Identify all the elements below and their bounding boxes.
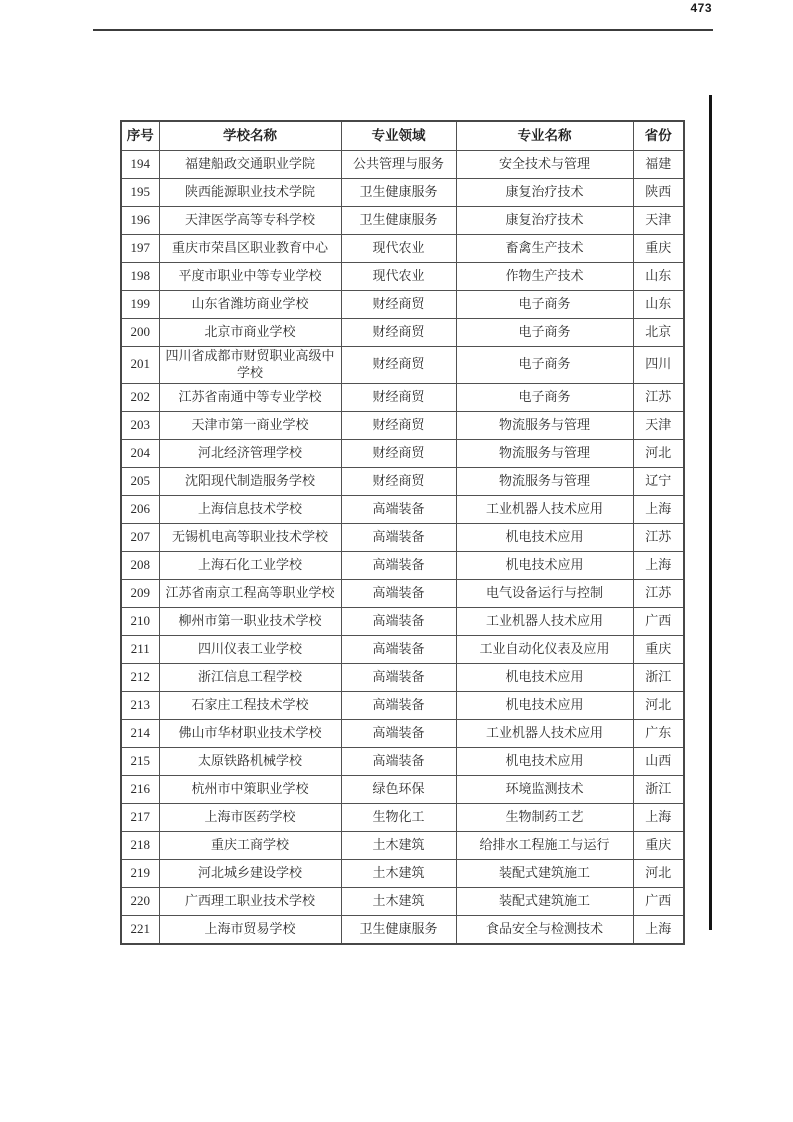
table-cell: 194 [121, 151, 159, 179]
table-cell: 215 [121, 747, 159, 775]
table-cell: 财经商贸 [341, 291, 456, 319]
table-cell: 205 [121, 467, 159, 495]
table-row [121, 439, 684, 467]
table-cell: 207 [121, 523, 159, 551]
table-cell: 四川仪表工业学校 [159, 635, 341, 663]
table-row [121, 691, 684, 719]
table-cell: 高端装备 [341, 551, 456, 579]
schools-table [120, 120, 685, 945]
table-cell: 食品安全与检测技术 [456, 915, 633, 944]
table-cell: 杭州市中策职业学校 [159, 775, 341, 803]
table-cell: 土木建筑 [341, 859, 456, 887]
table-cell: 佛山市华材职业技术学校 [159, 719, 341, 747]
table-row [121, 747, 684, 775]
table-cell: 浙江 [633, 775, 684, 803]
table-cell: 柳州市第一职业技术学校 [159, 607, 341, 635]
table-cell: 199 [121, 291, 159, 319]
table-cell: 现代农业 [341, 235, 456, 263]
table-cell: 山东 [633, 263, 684, 291]
table-cell: 212 [121, 663, 159, 691]
table-cell: 卫生健康服务 [341, 915, 456, 944]
table-cell: 机电技术应用 [456, 551, 633, 579]
table-cell: 高端装备 [341, 691, 456, 719]
table-cell: 197 [121, 235, 159, 263]
table-cell: 现代农业 [341, 263, 456, 291]
table-cell: 高端装备 [341, 523, 456, 551]
table-cell: 天津医学高等专科学校 [159, 207, 341, 235]
table-cell: 工业自动化仪表及应用 [456, 635, 633, 663]
table-cell: 200 [121, 319, 159, 347]
table-cell: 平度市职业中等专业学校 [159, 263, 341, 291]
table-cell: 安全技术与管理 [456, 151, 633, 179]
table-cell: 上海市医药学校 [159, 803, 341, 831]
table-cell: 206 [121, 495, 159, 523]
table-cell: 山东省潍坊商业学校 [159, 291, 341, 319]
table-cell: 209 [121, 579, 159, 607]
column-header-school: 学校名称 [159, 121, 341, 151]
table-row [121, 551, 684, 579]
table-row [121, 347, 684, 384]
table-cell: 208 [121, 551, 159, 579]
table-cell: 上海 [633, 803, 684, 831]
table-cell: 绿色环保 [341, 775, 456, 803]
table-cell: 198 [121, 263, 159, 291]
table-cell: 沈阳现代制造服务学校 [159, 467, 341, 495]
header-row [121, 121, 684, 151]
table-cell: 物流服务与管理 [456, 439, 633, 467]
table-cell: 电子商务 [456, 291, 633, 319]
table-cell: 河北 [633, 439, 684, 467]
table-cell: 天津市第一商业学校 [159, 411, 341, 439]
table-cell: 北京市商业学校 [159, 319, 341, 347]
table-cell: 卫生健康服务 [341, 207, 456, 235]
table-row [121, 179, 684, 207]
table-cell: 作物生产技术 [456, 263, 633, 291]
table-body [121, 151, 684, 944]
table-cell: 财经商贸 [341, 347, 456, 384]
table-cell: 210 [121, 607, 159, 635]
table-cell: 四川 [633, 347, 684, 384]
table-row [121, 495, 684, 523]
page-number: 473 [690, 1, 712, 15]
table-cell: 219 [121, 859, 159, 887]
table-row [121, 291, 684, 319]
table-cell: 工业机器人技术应用 [456, 607, 633, 635]
table-cell: 202 [121, 383, 159, 411]
table-cell: 214 [121, 719, 159, 747]
table-cell: 196 [121, 207, 159, 235]
table-cell: 康复治疗技术 [456, 179, 633, 207]
table-cell: 上海 [633, 915, 684, 944]
table-cell: 浙江信息工程学校 [159, 663, 341, 691]
table-cell: 财经商贸 [341, 411, 456, 439]
table-cell: 高端装备 [341, 579, 456, 607]
table-row [121, 207, 684, 235]
table-cell: 太原铁路机械学校 [159, 747, 341, 775]
table-cell: 天津 [633, 207, 684, 235]
table-cell: 重庆市荣昌区职业教育中心 [159, 235, 341, 263]
table-row [121, 859, 684, 887]
table-cell: 福建 [633, 151, 684, 179]
table-cell: 无锡机电高等职业技术学校 [159, 523, 341, 551]
table-cell: 机电技术应用 [456, 691, 633, 719]
table-cell: 生物化工 [341, 803, 456, 831]
table-cell: 201 [121, 347, 159, 384]
table-container [120, 120, 683, 945]
table-cell: 195 [121, 179, 159, 207]
table-cell: 203 [121, 411, 159, 439]
table-cell: 生物制药工艺 [456, 803, 633, 831]
table-cell: 装配式建筑施工 [456, 859, 633, 887]
table-cell: 江苏 [633, 579, 684, 607]
table-row [121, 235, 684, 263]
table-cell: 上海石化工业学校 [159, 551, 341, 579]
table-row [121, 775, 684, 803]
table-cell: 天津 [633, 411, 684, 439]
table-row [121, 831, 684, 859]
table-row [121, 663, 684, 691]
table-header [121, 121, 684, 151]
table-cell: 陕西能源职业技术学院 [159, 179, 341, 207]
table-cell: 广西 [633, 607, 684, 635]
table-cell: 上海 [633, 495, 684, 523]
table-cell: 陕西 [633, 179, 684, 207]
table-cell: 高端装备 [341, 495, 456, 523]
table-cell: 上海 [633, 551, 684, 579]
table-cell: 公共管理与服务 [341, 151, 456, 179]
table-cell: 环境监测技术 [456, 775, 633, 803]
table-cell: 重庆 [633, 235, 684, 263]
table-cell: 机电技术应用 [456, 663, 633, 691]
table-cell: 辽宁 [633, 467, 684, 495]
table-row [121, 467, 684, 495]
column-header-province: 省份 [633, 121, 684, 151]
table-cell: 土木建筑 [341, 831, 456, 859]
table-cell: 高端装备 [341, 719, 456, 747]
right-margin-rule [709, 95, 712, 930]
table-cell: 上海信息技术学校 [159, 495, 341, 523]
table-cell: 河北经济管理学校 [159, 439, 341, 467]
column-header-field: 专业领域 [341, 121, 456, 151]
table-row [121, 915, 684, 944]
table-row [121, 719, 684, 747]
table-cell: 工业机器人技术应用 [456, 719, 633, 747]
table-row [121, 263, 684, 291]
table-cell: 重庆工商学校 [159, 831, 341, 859]
table-cell: 广东 [633, 719, 684, 747]
column-header-index: 序号 [121, 121, 159, 151]
table-cell: 高端装备 [341, 747, 456, 775]
table-row [121, 635, 684, 663]
table-cell: 机电技术应用 [456, 523, 633, 551]
table-row [121, 887, 684, 915]
table-cell: 物流服务与管理 [456, 467, 633, 495]
table-cell: 财经商贸 [341, 439, 456, 467]
table-cell: 石家庄工程技术学校 [159, 691, 341, 719]
table-cell: 财经商贸 [341, 319, 456, 347]
table-cell: 装配式建筑施工 [456, 887, 633, 915]
table-cell: 广西理工职业技术学校 [159, 887, 341, 915]
table-row [121, 579, 684, 607]
table-cell: 土木建筑 [341, 887, 456, 915]
table-cell: 北京 [633, 319, 684, 347]
table-row [121, 803, 684, 831]
table-cell: 四川省成都市财贸职业高级中学校 [159, 347, 341, 384]
table-cell: 浙江 [633, 663, 684, 691]
table-cell: 江苏 [633, 523, 684, 551]
table-cell: 电气设备运行与控制 [456, 579, 633, 607]
table-cell: 220 [121, 887, 159, 915]
table-row [121, 523, 684, 551]
table-cell: 财经商贸 [341, 467, 456, 495]
table-cell: 工业机器人技术应用 [456, 495, 633, 523]
table-cell: 山西 [633, 747, 684, 775]
table-cell: 康复治疗技术 [456, 207, 633, 235]
table-cell: 221 [121, 915, 159, 944]
table-cell: 财经商贸 [341, 383, 456, 411]
table-cell: 211 [121, 635, 159, 663]
table-cell: 山东 [633, 291, 684, 319]
table-cell: 河北 [633, 859, 684, 887]
table-cell: 江苏省南通中等专业学校 [159, 383, 341, 411]
table-cell: 卫生健康服务 [341, 179, 456, 207]
table-cell: 畜禽生产技术 [456, 235, 633, 263]
table-row [121, 411, 684, 439]
table-cell: 218 [121, 831, 159, 859]
table-cell: 河北城乡建设学校 [159, 859, 341, 887]
table-cell: 福建船政交通职业学院 [159, 151, 341, 179]
table-row [121, 319, 684, 347]
table-row [121, 151, 684, 179]
table-cell: 216 [121, 775, 159, 803]
table-cell: 电子商务 [456, 347, 633, 384]
table-cell: 江苏 [633, 383, 684, 411]
table-cell: 高端装备 [341, 635, 456, 663]
column-header-major: 专业名称 [456, 121, 633, 151]
table-cell: 河北 [633, 691, 684, 719]
table-cell: 213 [121, 691, 159, 719]
table-cell: 广西 [633, 887, 684, 915]
table-cell: 217 [121, 803, 159, 831]
table-cell: 机电技术应用 [456, 747, 633, 775]
table-cell: 电子商务 [456, 383, 633, 411]
table-row [121, 607, 684, 635]
table-cell: 电子商务 [456, 319, 633, 347]
table-row [121, 383, 684, 411]
table-cell: 江苏省南京工程高等职业学校 [159, 579, 341, 607]
table-cell: 给排水工程施工与运行 [456, 831, 633, 859]
table-cell: 高端装备 [341, 663, 456, 691]
table-cell: 重庆 [633, 831, 684, 859]
table-cell: 上海市贸易学校 [159, 915, 341, 944]
header-rule [93, 29, 713, 31]
table-cell: 物流服务与管理 [456, 411, 633, 439]
table-cell: 204 [121, 439, 159, 467]
table-cell: 高端装备 [341, 607, 456, 635]
table-cell: 重庆 [633, 635, 684, 663]
